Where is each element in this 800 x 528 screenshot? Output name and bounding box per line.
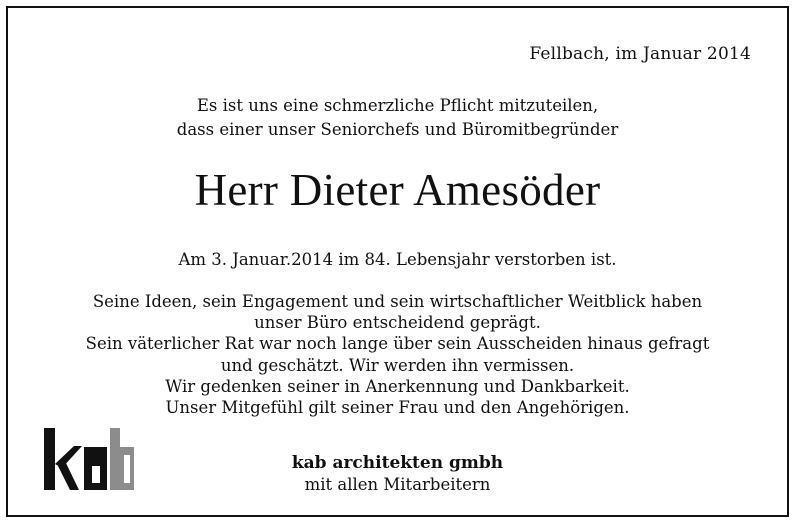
intro-line: dass einer unser Seniorchefs und Büromitbegründer [176,120,619,139]
tribute-line: Wir gedenken seiner in Anerkennung und Dankbarkeit. [165,376,630,396]
intro-line: Es ist uns eine schmerzliche Pflicht mitzuteilen, [196,96,599,115]
staff-line: mit allen Mitarbeitern [304,475,491,494]
tribute-line: und geschätzt. Wir werden ihn vermissen. [220,355,575,375]
tribute-line: Sein väterlicher Rat war noch lange über sein Ausscheiden hinaus gefragt [85,334,710,354]
deceased-name: Herr Dieter Amesöder [194,165,601,215]
tribute-text [8,291,787,418]
obituary-notice [6,6,789,517]
company-name: kab architekten gmbh [291,453,504,473]
tribute-line: Seine Ideen, sein Engagement und sein wirtschaftlicher Weitblick haben [92,292,703,311]
intro-text [8,94,787,142]
tribute-line: unser Büro entscheidend geprägt. [254,313,541,333]
death-date-line: Am 3. Januar.2014 im 84. Lebensjahr verstorben ist. [178,250,617,269]
signature-block [8,452,787,496]
tribute-line: Unser Mitgefühl gilt seiner Frau und den Angehörigen. [165,398,630,418]
place-date: Fellbach, im Januar 2014 [529,44,751,64]
